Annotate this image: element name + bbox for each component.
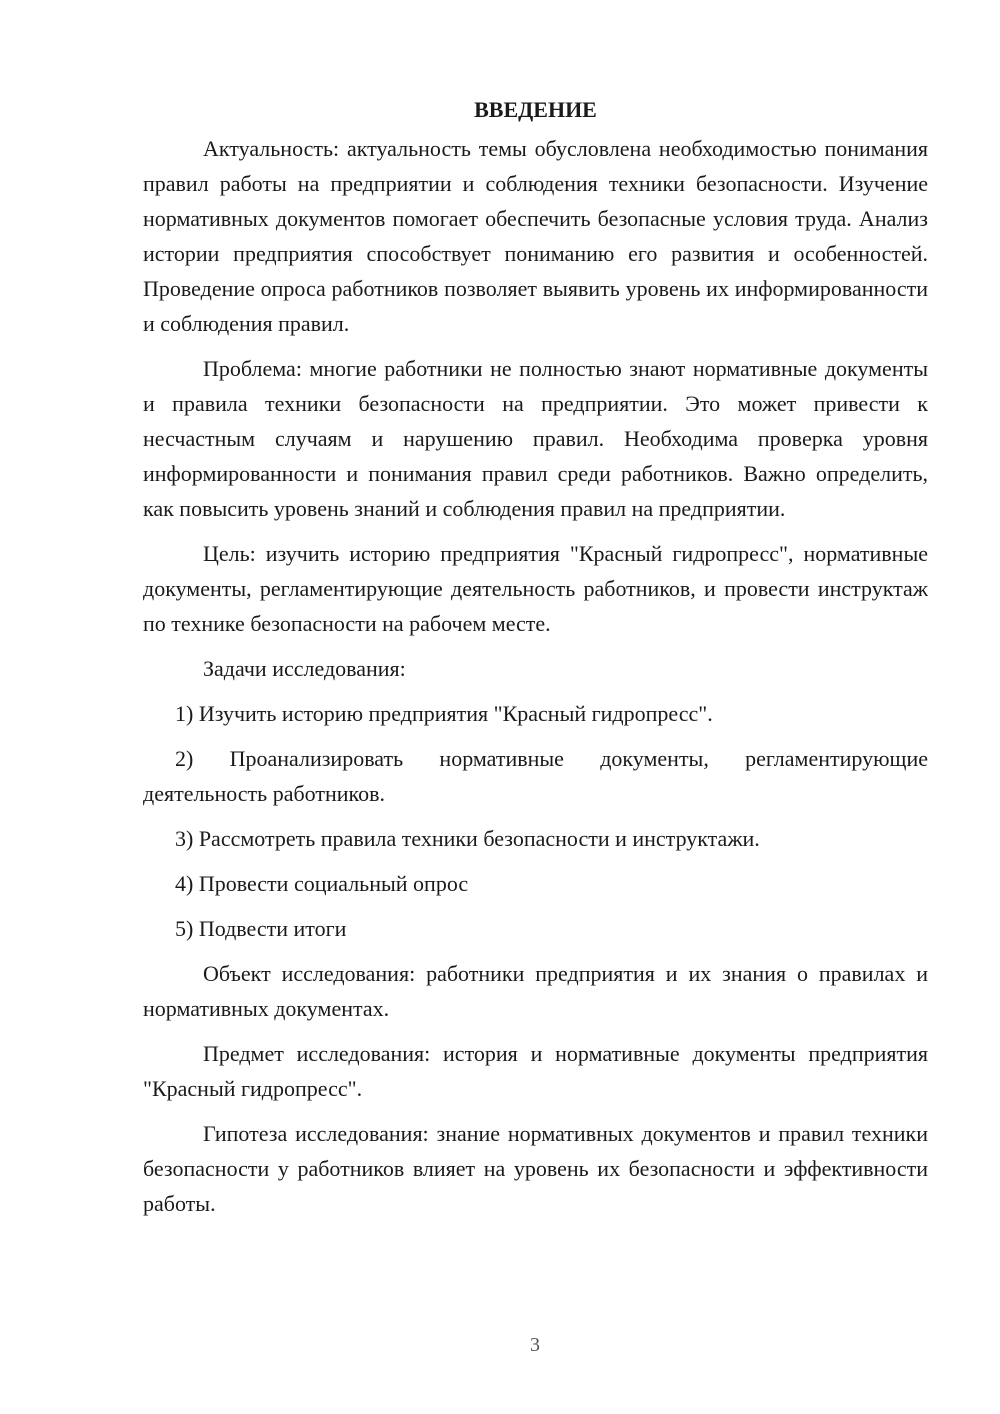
paragraph-goal: Цель: изучить историю предприятия "Красный гидропресс", нормативные документы, регламентирующие деятельность работников, и провести инструктаж по технике безопасности на рабочем месте. xyxy=(143,541,928,636)
task-item: 1) Изучить историю предприятия "Красный гидропресс". xyxy=(175,701,713,726)
paragraph-hypothesis: Гипотеза исследования: знание нормативных документов и правил техники безопасности у работников влияет на уровень их безопасности и эффективности работы. xyxy=(143,1121,928,1216)
task-item: 3) Рассмотреть правила техники безопасности и инструктажи. xyxy=(175,826,760,851)
task-item: 4) Провести социальный опрос xyxy=(175,871,469,896)
paragraph-relevance: Актуальность: актуальность темы обусловлена необходимостью понимания правил работы на предприятии и соблюдения техники безопасности. Изучение нормативных документов помогает обеспечить безопасные условия труда. Анализ истории предприятия способствует пониманию его развития и особенностей. Проведение опроса работников позволяет выявить уровень их информированности и соблюдения правил. xyxy=(143,136,928,336)
task-item: 5) Подвести итоги xyxy=(175,916,347,941)
paragraph-object: Объект исследования: работники предприятия и их знания о правилах и нормативных документах. xyxy=(143,961,928,1021)
paragraph-problem: Проблема: многие работники не полностью знают нормативные документы и правила техники безопасности на предприятии. Это может привести к несчастным случаям и нарушению правил. Необходима проверка уровня информированности и понимания правил среди работников. Важно определить, как повысить уровень знаний и соблюдения правил на предприятии. xyxy=(143,356,928,521)
page-body xyxy=(143,92,928,1231)
paragraph-subject: Предмет исследования: история и нормативные документы предприятия "Красный гидропресс". xyxy=(143,1041,928,1101)
paragraph-tasks-heading: Задачи исследования: xyxy=(203,656,406,681)
page-number: 3 xyxy=(530,1334,540,1356)
task-item: 2) Проанализировать нормативные документы, регламентирующие деятельность работников. xyxy=(143,746,928,806)
page-title: ВВЕДЕНИЕ xyxy=(474,97,597,122)
